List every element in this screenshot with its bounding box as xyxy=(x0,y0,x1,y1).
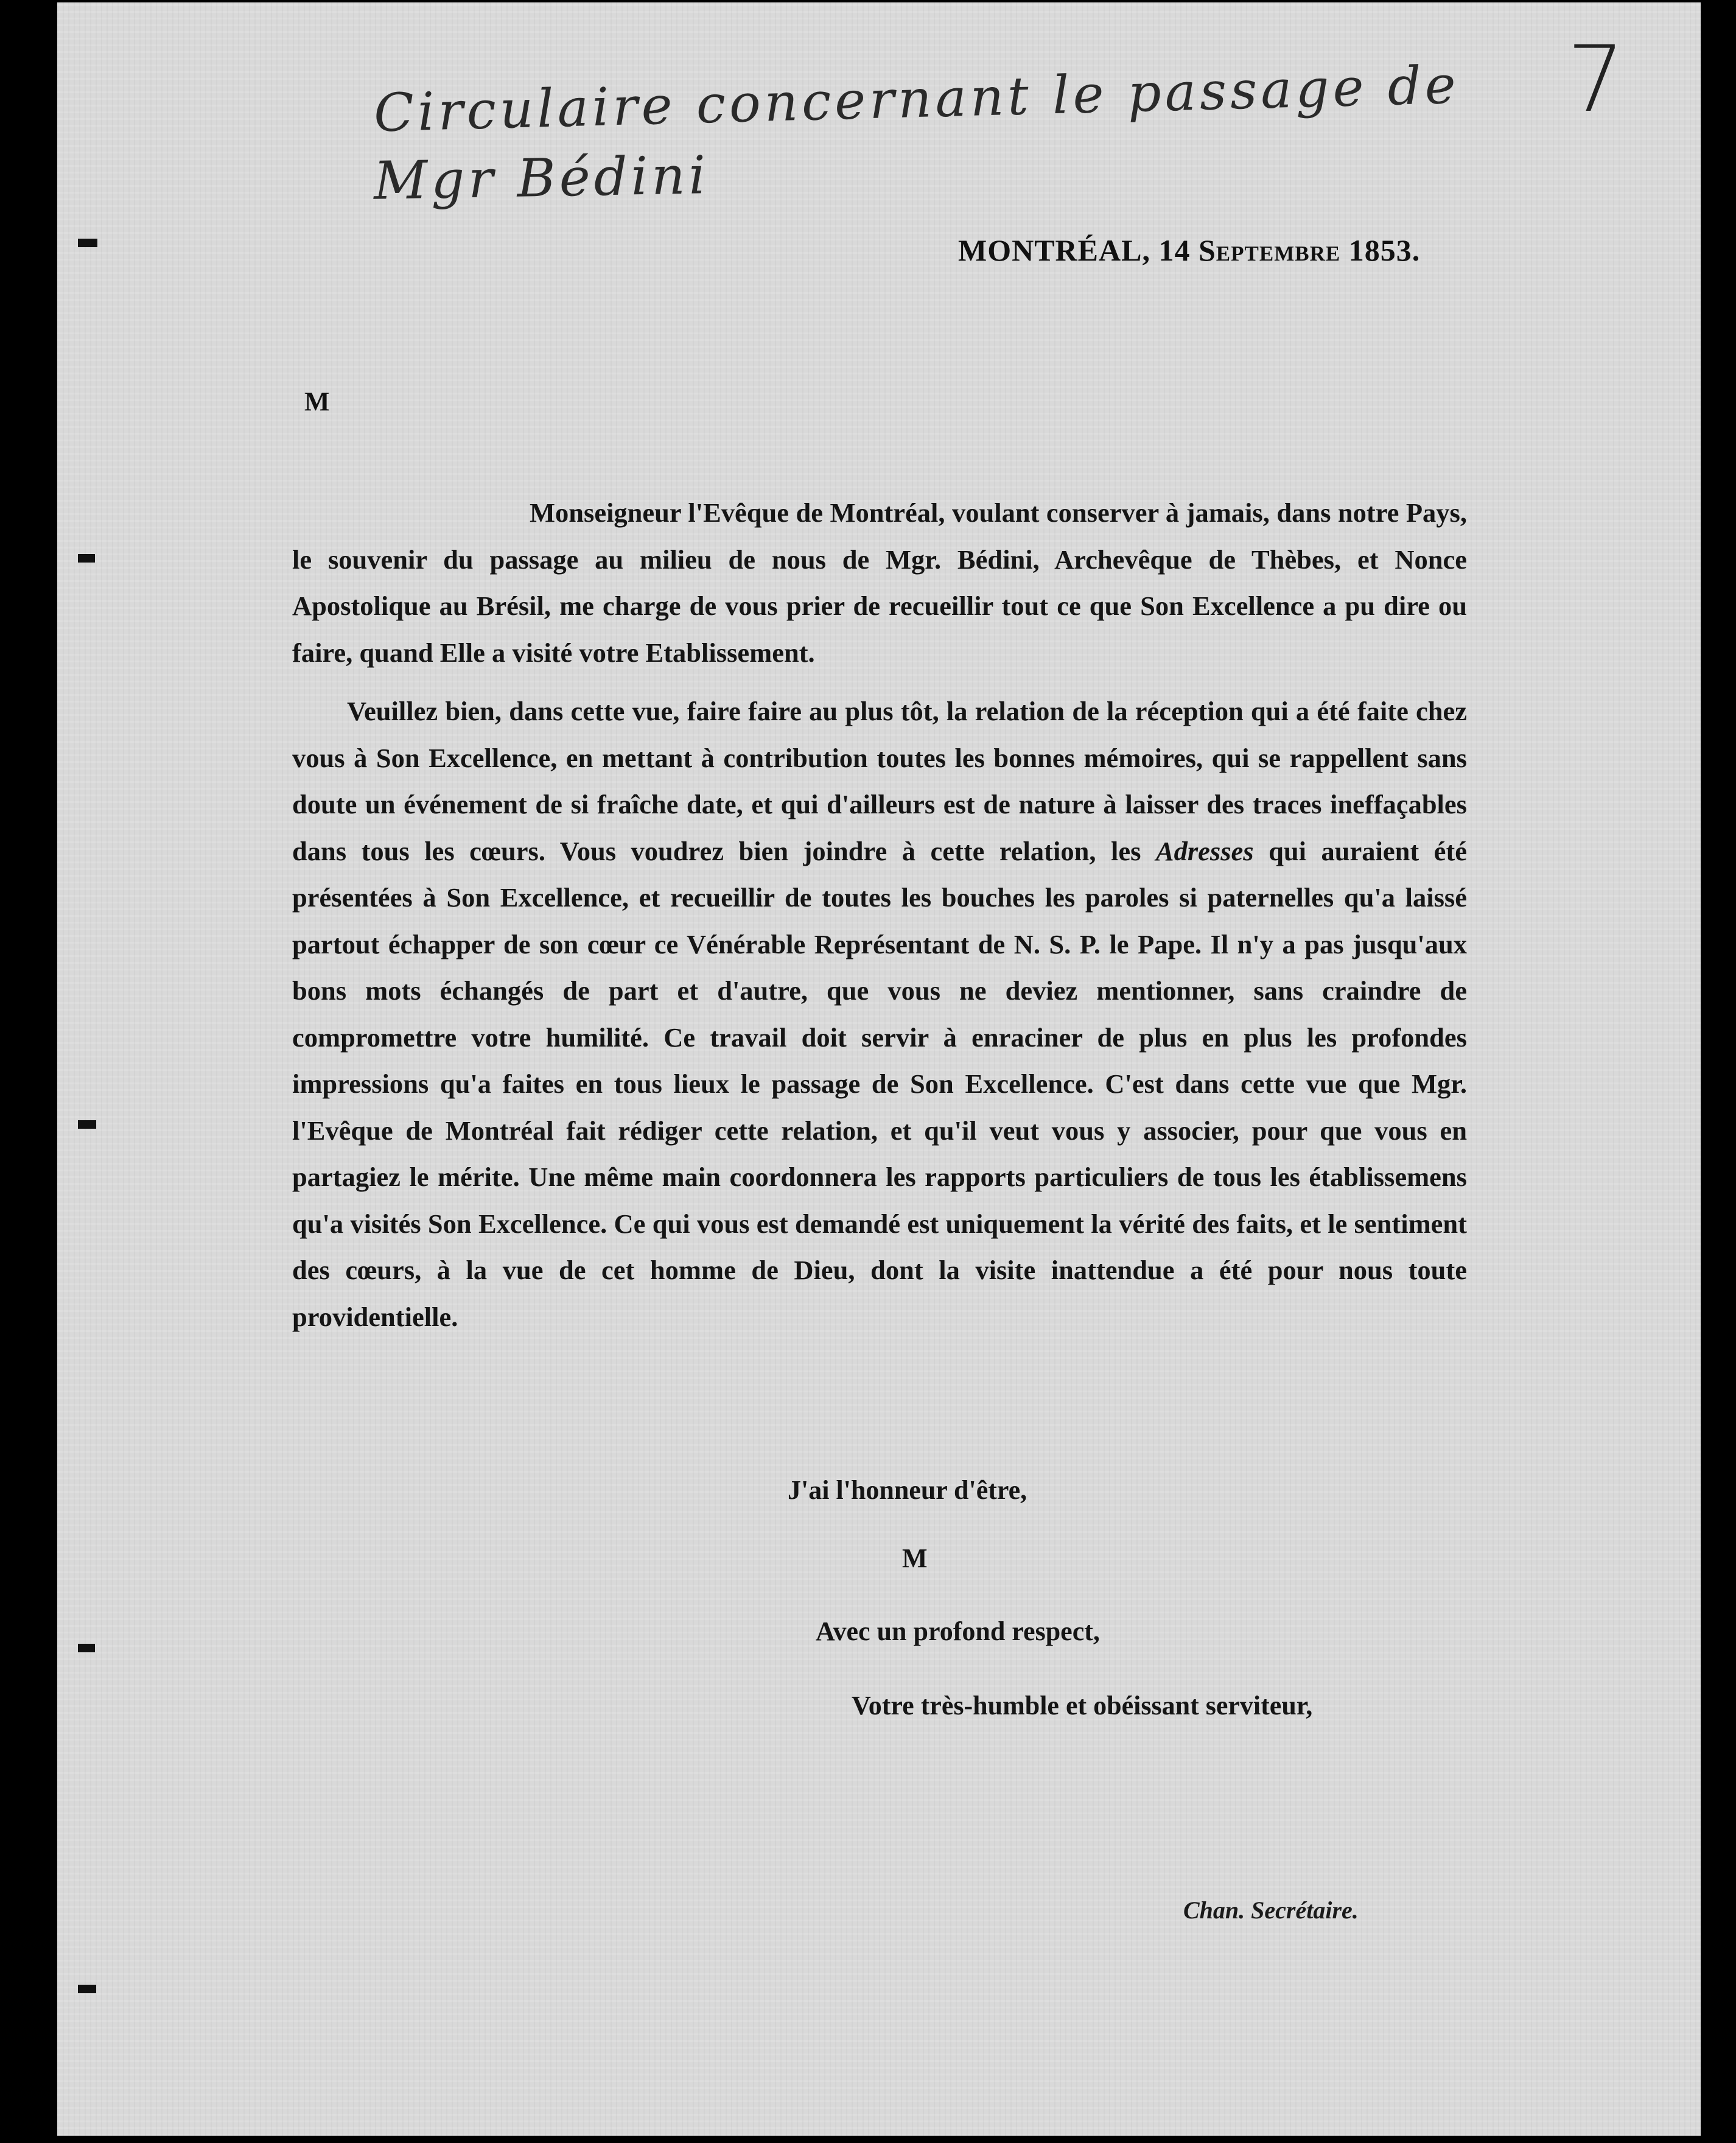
paragraph-2-emphasis: Adresses xyxy=(1155,835,1254,866)
closing-line-3: Votre très-humble et obéissant serviteur, xyxy=(852,1691,1313,1720)
closing-line-1: J'ai l'honneur d'être, xyxy=(788,1475,1027,1505)
paragraph-2-text-before: Veuillez bien, dans cette vue, faire faire au plus tôt, la relation de la réception qui a été faite chez vous à Son Excellence, en mettant à contribution toutes les bonnes mémoires, qui se rappellent sans doute un événement de si fraîche date, et qui d'ailleurs est de nature à laisser des traces ineffaçables dans tous les cœurs. Vous voudrez bien joindre à cette relation, les xyxy=(292,696,1467,866)
paragraph-2 xyxy=(292,688,1467,1340)
scan-mark xyxy=(78,1644,95,1652)
scan-mark xyxy=(78,1985,96,1993)
dateline-place: MONTRÉAL, 14 xyxy=(958,233,1191,267)
closing-m: M xyxy=(902,1543,928,1573)
paragraph-2-text-after: qui auraient été présentées à Son Excellence, et recueillir de toutes les bouches les paroles si paternelles qu'a laissé partout échapper de son cœur ce Vénérable Représentant de N. S. P. le Pape. Il n'y a pas jusqu'aux bons mots échangés de part et d'autre, que vous ne deviez mentionner, sans craindre de compromettre votre humilité. Ce travail doit servir à enraciner de plus en plus les profondes impressions qu'a faites en tous lieux le passage de Son Excellence. C'est dans cette vue que Mgr. l'Evêque de Montréal fait rédiger cette relation, et qu'il veut vous y associer, pour que vous en partagiez le mérite. Une même main coordonnera les rapports particuliers de tous les établissemens qu'a visités Son Excellence. Ce qui vous est demandé est uniquement la vérité des faits, et le sentiment des cœurs, à la vue de cet homme de Dieu, dont la visite inattendue a été pour nous toute providentielle. xyxy=(292,835,1467,1332)
signature-title: Chan. Secrétaire. xyxy=(1183,1896,1359,1924)
dateline xyxy=(958,233,1420,268)
scan-mark xyxy=(78,239,97,247)
paragraph-1-text: Monseigneur l'Evêque de Montréal, voulant conserver à jamais, dans notre Pays, le souvenir du passage au milieu de nous de Mgr. Bédini, Archevêque de Thèbes, et Nonce Apostolique au Brésil, me charge de vous prier de recueillir tout ce que Son Excellence a pu dire ou faire, quand Elle a visité votre Etablissement. xyxy=(292,497,1467,668)
dateline-year: 1853. xyxy=(1348,233,1421,267)
closing-line-2: Avec un profond respect, xyxy=(816,1616,1100,1646)
page-number: 7 xyxy=(1567,27,1625,133)
dateline-month: Septembre xyxy=(1198,233,1341,267)
handwritten-annotation-line1: Circulaire concernant le passage de xyxy=(373,54,1460,144)
scan-mark xyxy=(78,554,95,563)
handwritten-annotation-line2: Mgr Bédini xyxy=(373,145,710,212)
document-page xyxy=(57,2,1701,2136)
letter-body xyxy=(292,489,1467,1352)
paragraph-1 xyxy=(292,489,1467,676)
salutation: M xyxy=(304,387,330,416)
scan-mark xyxy=(78,1120,96,1129)
